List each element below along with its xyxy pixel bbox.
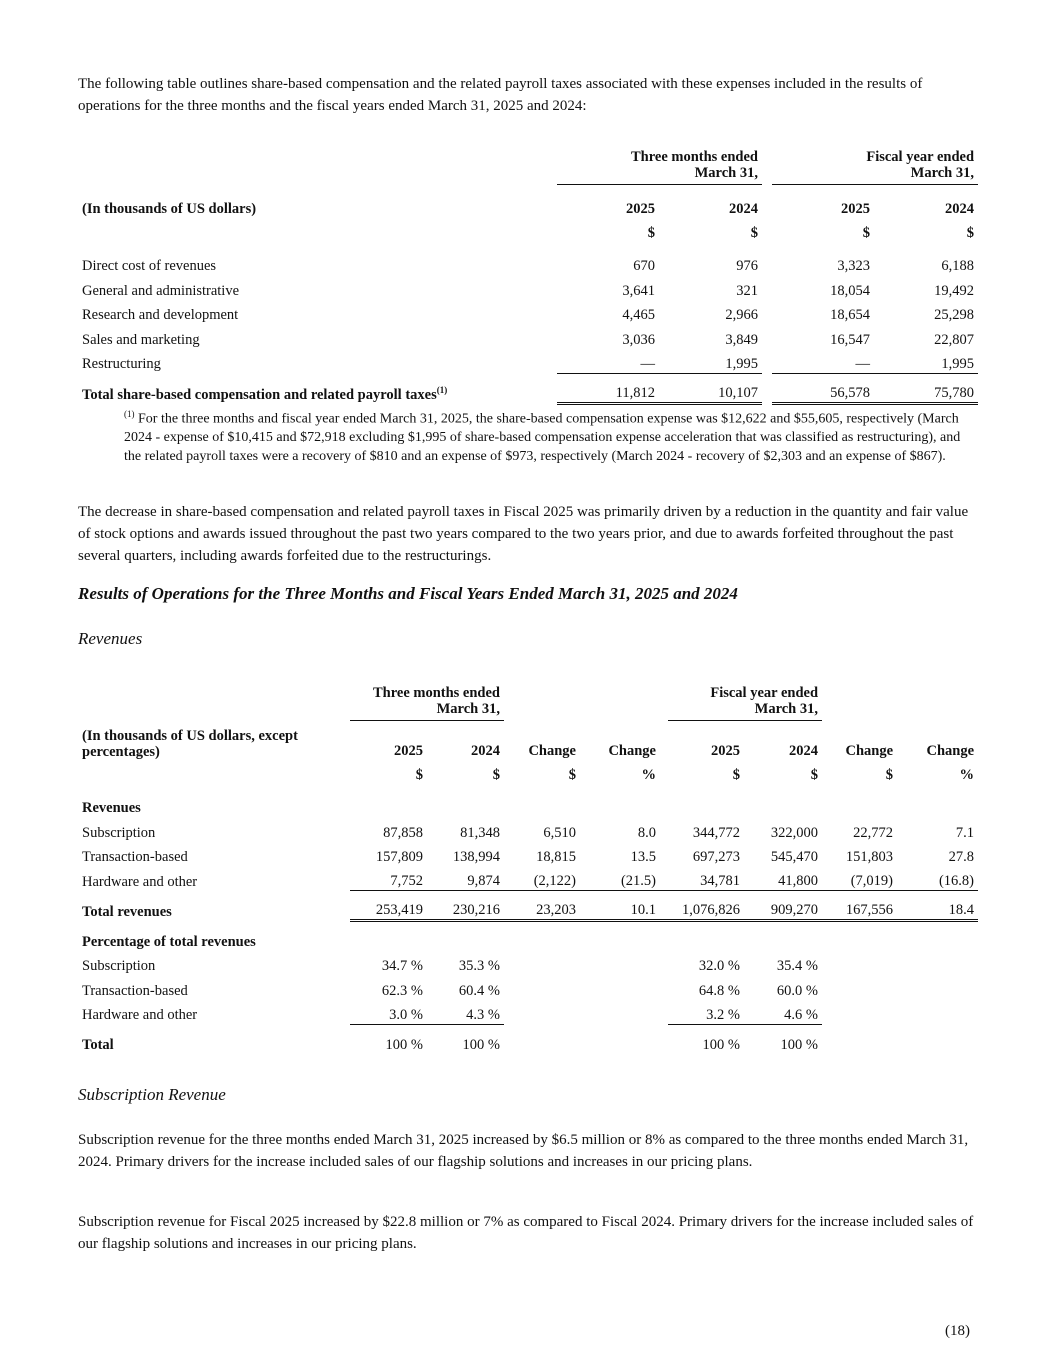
group-line: Three months ended [630,148,758,165]
row-label: Subscription [82,824,156,841]
value-cell: 3,323 [837,258,870,274]
table-row [78,975,978,1000]
row-label: Transaction-based [82,982,188,999]
table-row [78,275,978,300]
value-cell: (16.8) [897,866,978,891]
total-row [78,373,978,403]
spacer [660,891,668,921]
value-cell: 56,578 [772,373,874,403]
value-cell: $ [810,767,819,783]
group-line: Fiscal year ended [710,684,819,701]
section-row [78,921,978,951]
value-cell: 27.8 [948,849,975,865]
value-cell: 10,107 [659,373,762,403]
value-cell: 670 [633,258,655,274]
table-row [78,1000,978,1025]
value-cell: 34.7 % [381,958,423,974]
column-group-header [557,144,762,184]
value-cell: 100 % [462,1037,500,1053]
intro-paragraph: The following table outlines share-based compensation and the related payroll taxes associated with these expenses included in the results of operations for the three months and the fiscal years ended March 31, 2025 and 2024: [78,76,923,114]
row-label: Hardware and other [82,873,198,890]
unit-label: (In thousands of US dollars) [82,201,257,217]
value-cell: 167,556 [822,891,897,921]
value-cell: 16,547 [830,331,870,348]
value-cell: 34,781 [668,866,744,891]
value-cell: 344,772 [692,824,740,841]
table-row [78,842,978,867]
currency-row [78,218,978,242]
column-group-header [668,680,822,720]
row-label: Subscription [82,958,156,974]
spacer [762,373,772,403]
value-cell: 87,858 [383,824,423,841]
group-line: March 31, [910,164,975,181]
section-label: Percentage of total revenues [82,933,256,950]
total-row [78,1024,978,1054]
spacer [762,324,772,349]
value-cell: 2025 [626,201,655,217]
decrease-paragraph: The decrease in share-based compensation and related payroll taxes in Fiscal 2025 was primarily driven by a reduction in the quantity and fair value of stock options and awards issued throughout the past two years compared to the two years prior, and due to awards forfeited throughout the past several quarters, including awards forfeited due to the restructurings. [78,504,969,564]
column-group-header [772,144,978,184]
value-cell: $ [750,225,758,241]
value-cell: 35.3 % [458,958,500,974]
row-label: Sales and marketing [82,331,200,348]
value-cell: 1,995 [874,349,978,374]
value-cell: % [959,767,975,783]
spacer [660,680,668,720]
value-cell: 9,874 [427,866,504,891]
value-cell: 4.6 % [744,1000,822,1025]
total-label: Total share-based compensation and related payroll taxes [82,386,437,403]
value-cell: (21.5) [580,866,660,891]
value-cell: $ [862,225,870,241]
spacer [897,680,978,720]
value-cell: 7.1 [955,824,975,841]
row-label: Transaction-based [82,849,188,865]
total-row [78,891,978,921]
footnote [124,405,974,466]
value-cell: 230,216 [427,891,504,921]
value-cell: 100 % [780,1037,819,1053]
value-cell: 3,036 [622,331,655,348]
value-cell: Change [528,743,576,759]
value-cell: 22,807 [934,331,975,348]
value-cell: 18,054 [830,282,870,299]
value-cell: 1,995 [659,349,762,374]
value-cell: 3.0 % [350,1000,427,1025]
value-cell: 81,348 [460,824,500,841]
footnote-text: For the three months and fiscal year ended March 31, 2025, the share-based compensation expense was $12,622 and $55,605, respectively (March 2024 - expense of $10,415 and $72,918 excluding $1,995 of share-based compensation expense acceleration that was classified as restructuring), and the related payroll taxes were a recovery of $810 and an expense of $973, respectively (March 2024 - recovery of $2,303 and an expense of $867). [124,411,961,464]
value-cell: Change [608,743,656,759]
unit-label: (In thousands of US dollars, except percentages) [82,728,298,760]
row-label: General and administrative [82,282,240,299]
value-cell: 13.5 [630,849,656,865]
value-cell: 1,076,826 [668,891,744,921]
spacer [78,760,350,784]
footnote-marker: (1) [436,384,448,395]
value-cell: 253,419 [350,891,427,921]
table-row [78,951,978,976]
value-cell: 322,000 [770,824,819,841]
group-line: March 31, [754,700,819,717]
spacer [660,866,668,891]
spacer [762,144,772,184]
value-cell: 32.0 % [698,958,740,974]
value-cell: 3.2 % [668,1000,744,1025]
column-group-header [350,680,504,720]
subscription-paragraph-1: Subscription revenue for the three months ended March 31, 2025 increased by $6.5 million or 8% as compared to the three months ended March 31, 2024. Primary drivers for the increase included sales of our flagship solutions and increases in our pricing plans. [78,1132,969,1170]
value-cell: % [641,767,656,783]
value-cell: 151,803 [845,849,894,865]
row-label: Hardware and other [82,1007,198,1023]
value-cell: 2025 [841,201,870,217]
value-cell: $ [492,767,500,783]
section-label: Revenues [82,800,141,816]
value-cell: 2025 [394,743,423,759]
spacer [660,720,668,760]
value-cell: 60.4 % [458,982,500,999]
table-row [78,349,978,374]
value-cell: 321 [736,282,758,299]
table-row [78,300,978,325]
value-cell: 157,809 [375,849,423,865]
value-cell: 75,780 [874,373,978,403]
value-cell: 2,966 [725,307,758,324]
value-cell: 7,752 [350,866,427,891]
spacer [78,144,557,184]
value-cell: 100 % [702,1037,740,1053]
value-cell: 10.1 [580,891,660,921]
value-cell: 909,270 [744,891,822,921]
group-header-row [78,680,978,720]
value-cell: 60.0 % [776,982,819,999]
spacer [660,817,668,842]
value-cell: 138,994 [452,849,500,865]
group-line: Three months ended [372,684,500,701]
group-line: March 31, [436,700,500,717]
row-label: Total [82,1037,114,1053]
spacer [762,242,772,275]
spacer [762,300,772,325]
table-row [78,242,978,275]
value-cell: 19,492 [934,282,975,299]
subscription-heading: Subscription Revenue [78,1085,226,1104]
spacer [504,680,580,720]
value-cell: 18,815 [536,849,576,865]
spacer [762,349,772,374]
value-cell: 697,273 [692,849,740,865]
unit-row [78,760,978,784]
value-cell: 62.3 % [381,982,423,999]
row-label [78,373,557,403]
row-label: Restructuring [82,356,161,373]
section-title: Results of Operations for the Three Months and Fiscal Years Ended March 31, 2025 and 2024 [78,584,738,603]
value-cell: 2024 [945,201,975,217]
value-cell: $ [966,225,975,241]
value-cell: 4.3 % [427,1000,504,1025]
year-header-row [78,184,978,218]
value-cell: 41,800 [744,866,822,891]
value-cell: 11,812 [557,373,659,403]
value-cell: — [557,349,659,374]
value-cell: (2,122) [504,866,580,891]
value-cell: 100 % [385,1037,423,1053]
spacer [822,680,897,720]
value-cell: 976 [736,258,758,274]
value-cell: 3,641 [622,282,655,299]
value-cell: $ [415,767,423,783]
value-cell: $ [647,225,655,241]
spacer [660,760,668,784]
spacer [762,275,772,300]
revenues-heading: Revenues [78,629,143,648]
value-cell: 8.0 [637,824,656,841]
value-cell: Change [926,743,975,759]
spacer [660,842,668,867]
table-row [78,866,978,891]
value-cell: 2025 [711,743,740,759]
value-cell: $ [885,767,894,783]
value-cell: 2024 [729,201,758,217]
section-row [78,784,978,817]
row-label: Research and development [82,307,239,324]
value-cell: $ [732,767,740,783]
value-cell: 4,465 [622,307,655,324]
group-line: Fiscal year ended [866,148,975,165]
value-cell: 6,188 [941,258,975,274]
table-row [78,817,978,842]
value-cell: 18.4 [897,891,978,921]
spacer [580,680,660,720]
value-cell: 64.8 % [698,982,740,999]
year-header-row [78,720,978,760]
spacer [762,184,772,218]
row-label: Direct cost of revenues [82,258,217,274]
spacer [78,680,350,720]
value-cell: Change [845,743,894,759]
table-row [78,324,978,349]
value-cell: (7,019) [822,866,897,891]
value-cell: — [772,349,874,374]
value-cell: $ [568,767,576,783]
subscription-paragraph-2: Subscription revenue for Fiscal 2025 increased by $22.8 million or 7% as compared to Fiscal 2024. Primary drivers for the increase included sales of our flagship solutions and increases in our pricing plans. [78,1214,974,1252]
revenues-table [78,680,978,1054]
value-cell: 35.4 % [776,958,819,974]
value-cell: 22,772 [853,824,894,841]
row-label: Total revenues [82,903,172,920]
value-cell: 18,654 [830,307,870,324]
value-cell: 23,203 [504,891,580,921]
value-cell: 25,298 [934,307,975,324]
value-cell: 2024 [789,743,819,759]
share-based-compensation-table [78,144,978,405]
value-cell: 6,510 [543,824,576,841]
value-cell: 3,849 [725,331,758,348]
value-cell: 545,470 [770,849,819,865]
page-number: (18) [945,1323,970,1339]
group-header-row [78,144,978,184]
spacer [78,218,557,242]
value-cell: 2024 [471,743,500,759]
spacer [762,218,772,242]
group-line: March 31, [694,164,758,181]
footnote-marker: (1) [124,409,135,419]
